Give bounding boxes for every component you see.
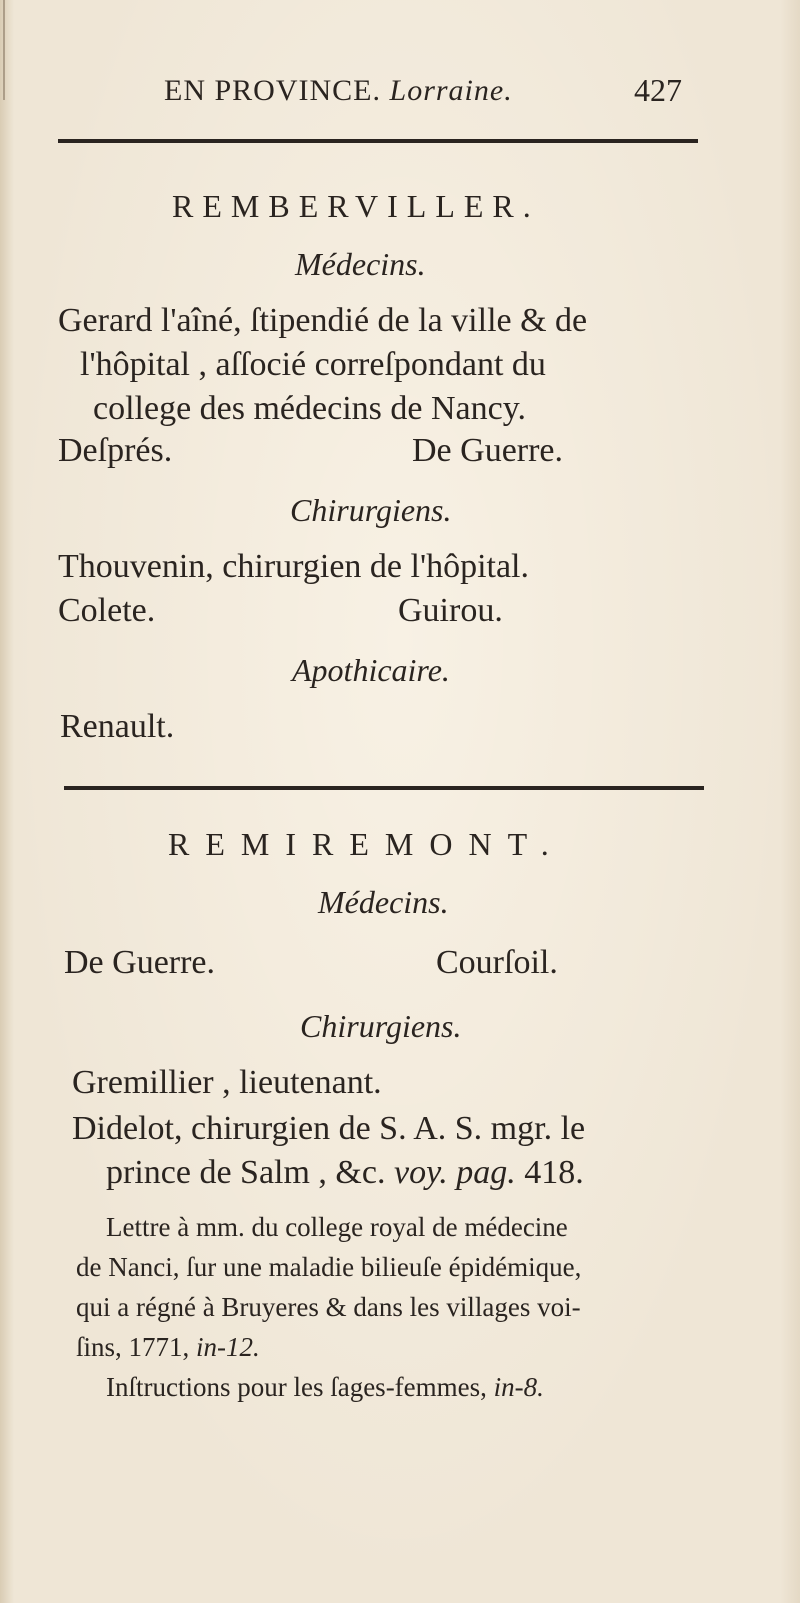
entry-line: college des médecins de Nancy.: [93, 390, 527, 427]
pag-abbrev: pag.: [456, 1154, 516, 1191]
entry-line: Didelot, chirurgien de S. A. S. mgr. le: [72, 1110, 586, 1147]
entry-name: Renault.: [60, 708, 175, 745]
header-rule: [58, 139, 698, 143]
note-line: [106, 1372, 544, 1403]
section-heading: Apothicaire.: [292, 652, 450, 688]
section-heading: Médecins.: [295, 246, 426, 282]
page-edge-mark: [3, 0, 5, 100]
entry-line: [106, 1154, 584, 1192]
running-subtitle: Lorraine.: [389, 74, 513, 107]
section-rule: [64, 786, 704, 790]
note-line: de Nanci, ſur une maladie bilieuſe épidémique,: [76, 1252, 582, 1282]
page-number: 427: [634, 72, 682, 108]
page-ref: 418.: [524, 1154, 584, 1191]
note-line: qui a régné à Bruyeres & dans les villages voi-: [76, 1292, 581, 1322]
running-title: EN PROVINCE.: [164, 74, 382, 107]
voy-abbrev: voy.: [393, 1154, 448, 1191]
entry-name: De Guerre.: [64, 944, 216, 981]
town-heading: REMBERVILLER.: [172, 188, 540, 224]
note-format: in-8.: [493, 1372, 544, 1402]
entry-name: Courſoil.: [436, 944, 558, 981]
note-line: [76, 1332, 260, 1363]
entry-line: Gerard l'aîné, ſtipendié de la ville & de: [58, 302, 588, 339]
running-head: [164, 74, 513, 108]
entry-name: Guirou.: [398, 592, 503, 629]
note-format: in-12.: [196, 1332, 260, 1362]
entry-line: l'hôpital , aſſocié correſpondant du: [80, 346, 546, 383]
entry-name: De Guerre.: [412, 432, 564, 469]
entry-line: Thouvenin, chirurgien de l'hôpital.: [58, 548, 530, 585]
entry-name: Deſprés.: [58, 432, 173, 469]
section-heading: Médecins.: [318, 884, 449, 920]
entry-line: Gremillier , lieutenant.: [72, 1064, 382, 1101]
town-heading: REMIREMONT.: [168, 826, 565, 862]
section-heading: Chirurgiens.: [290, 492, 452, 528]
note-text: Inſtructions pour les ſages-femmes,: [106, 1372, 494, 1402]
note-text: ſins, 1771,: [76, 1332, 197, 1362]
entry-text: prince de Salm , &c.: [106, 1154, 394, 1191]
section-heading: Chirurgiens.: [300, 1008, 462, 1044]
entry-name: Colete.: [58, 592, 156, 629]
note-line: Lettre à mm. du college royal de médecine: [106, 1212, 568, 1242]
